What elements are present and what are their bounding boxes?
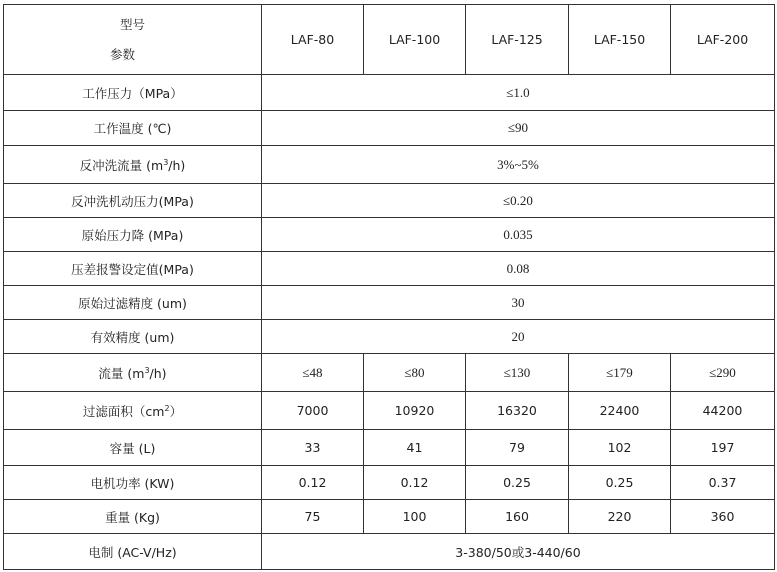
row-label: 电机功率 (KW) [4,466,262,500]
row-area [4,392,775,430]
model-header: LAF-150 [569,5,671,75]
row-label: 过滤面积$(cm^2)$ [4,392,262,430]
row-backwash-flow [4,146,775,184]
spec-table [3,4,775,570]
row-label: 原始过滤精度 (um) [4,286,262,320]
header-row [4,5,775,75]
row-value: ≤48 [262,354,364,392]
row-value: ≤1.0 [262,75,775,111]
row-value: 0.035 [262,218,775,252]
row-value: 44200 [671,392,775,430]
row-value: 7000 [262,392,364,430]
model-header: LAF-200 [671,5,775,75]
row-value: 0.37 [671,466,775,500]
row-electric [4,534,775,570]
row-value: 102 [569,430,671,466]
row-value: 3%~5% [262,146,775,184]
row-label: 流量 $(m^3/h)$ [4,354,262,392]
row-label: 容量 (L) [4,430,262,466]
row-value: ≤179 [569,354,671,392]
row-value: 0.08 [262,252,775,286]
row-value: 22400 [569,392,671,430]
row-label: 重量 (Kg) [4,500,262,534]
row-label: 有效精度 (um) [4,320,262,354]
row-label: 原始压力降 (MPa) [4,218,262,252]
row-capacity [4,430,775,466]
row-value: 100 [364,500,466,534]
row-initial-precision [4,286,775,320]
row-label: 工作压力（MPa） [4,75,262,111]
row-value: ≤90 [262,111,775,146]
row-value: 0.25 [466,466,569,500]
model-header: LAF-100 [364,5,466,75]
row-value: 220 [569,500,671,534]
row-value: 79 [466,430,569,466]
row-label: 反冲洗机动压力(MPa) [4,184,262,218]
row-label: 压差报警设定值(MPa) [4,252,262,286]
model-header: LAF-125 [466,5,569,75]
row-value: 0.12 [364,466,466,500]
row-value: 3-380/50或3-440/60 [262,534,775,570]
row-value: ≤290 [671,354,775,392]
row-initial-drop [4,218,775,252]
row-flow [4,354,775,392]
row-label: 反冲洗流量 $(m^3/h)$ [4,146,262,184]
row-value: 33 [262,430,364,466]
row-backwash-pressure [4,184,775,218]
row-value: ≤80 [364,354,466,392]
row-label: 电制 (AC-V/Hz) [4,534,262,570]
row-value: 16320 [466,392,569,430]
row-value: 0.25 [569,466,671,500]
row-weight [4,500,775,534]
row-pressure [4,75,775,111]
row-value: 10920 [364,392,466,430]
row-value: 0.12 [262,466,364,500]
row-alarm [4,252,775,286]
row-value: 75 [262,500,364,534]
corner-header-cell [4,5,262,75]
row-effective-precision [4,320,775,354]
row-value: ≤0.20 [262,184,775,218]
row-label: 工作温度 (℃) [4,111,262,146]
row-value: 360 [671,500,775,534]
row-temperature [4,111,775,146]
row-value: ≤130 [466,354,569,392]
row-value: 160 [466,500,569,534]
row-value: 197 [671,430,775,466]
model-label: 型号 [119,17,145,32]
row-value: 30 [262,286,775,320]
row-value: 41 [364,430,466,466]
row-motor-power [4,466,775,500]
param-label: 参数 [109,47,135,62]
model-header: LAF-80 [262,5,364,75]
row-value: 20 [262,320,775,354]
